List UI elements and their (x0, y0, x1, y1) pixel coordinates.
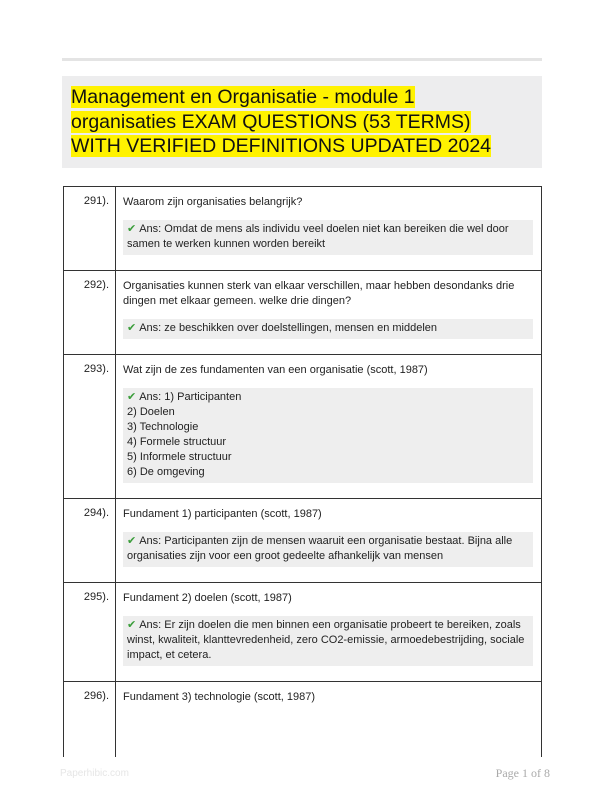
question-number: 295). (64, 583, 116, 682)
question-text: Fundament 3) technologie (scott, 1987) (123, 691, 316, 703)
answer-box (123, 319, 533, 339)
qa-table (63, 186, 542, 757)
answer-prefix: Ans: (139, 223, 162, 235)
answer-box (123, 532, 533, 567)
qa-row (64, 187, 542, 271)
question-number: 293). (64, 355, 116, 499)
footer-watermark: Paperhibic.com (60, 768, 129, 779)
qa-row (64, 583, 542, 682)
question-text: Fundament 2) doelen (scott, 1987) (123, 592, 292, 604)
qa-row (64, 271, 542, 355)
qa-row (64, 499, 542, 583)
answer-box (123, 616, 533, 666)
answer-prefix: Ans: (139, 322, 162, 334)
question-text: Waarom zijn organisaties belangrijk? (123, 196, 303, 208)
question-text: Fundament 1) participanten (scott, 1987) (123, 508, 322, 520)
qa-content (116, 355, 542, 499)
answer-box (123, 220, 533, 255)
question-number: 292). (64, 271, 116, 355)
check-icon: ✔ (127, 619, 137, 631)
question-text: Wat zijn de zes fundamenten van een organisatie (scott, 1987) (123, 364, 428, 376)
answer-prefix: Ans: (139, 391, 162, 403)
check-icon: ✔ (127, 223, 137, 235)
title-line-1: Management en Organisatie - module 1 (71, 86, 415, 108)
qa-content (116, 187, 542, 271)
answer-text: ze beschikken over doelstellingen, mensen en middelen (164, 322, 438, 334)
answer-prefix: Ans: (139, 535, 162, 547)
question-text: Organisaties kunnen sterk van elkaar verschillen, maar hebben desondanks drie dingen met elkaar gemeen. welke drie dingen? (123, 280, 515, 307)
check-icon: ✔ (127, 322, 137, 334)
question-number: 294). (64, 499, 116, 583)
answer-prefix: Ans: (139, 619, 162, 631)
answer-text: 1) Participanten 2) Doelen 3) Technologie 4) Formele structuur 5) Informele structuur 6) De omgeving (127, 391, 242, 478)
top-divider (62, 58, 542, 61)
document-title-box (62, 76, 542, 168)
check-icon: ✔ (127, 391, 137, 403)
qa-row (64, 682, 542, 757)
question-number: 296). (64, 682, 116, 757)
answer-text: Participanten zijn de mensen waaruit een organisatie bestaat. Bijna alle organisaties zijn voor een groot gedeelte afhankelijk van mensen (127, 535, 513, 562)
qa-content (116, 583, 542, 682)
answer-box (123, 388, 533, 483)
title-line-2: organisaties EXAM QUESTIONS (53 TERMS) (71, 110, 471, 133)
question-number: 291). (64, 187, 116, 271)
answer-text: Er zijn doelen die men binnen een organisatie probeert te bereiken, zoals winst, kwaliteit, klanttevredenheid, zero CO2-emissie, armoedebestrijding, sociale impact, et cetera. (127, 619, 525, 661)
qa-content (116, 271, 542, 355)
qa-row (64, 355, 542, 499)
answer-text: Omdat de mens als individu veel doelen niet kan bereiken die wel door samen te werken kunnen worden bereikt (127, 223, 509, 250)
title-line-3: WITH VERIFIED DEFINITIONS UPDATED 2024 (71, 135, 492, 157)
qa-content (116, 682, 542, 757)
qa-content (116, 499, 542, 583)
page-number: Page 1 of 8 (495, 766, 550, 780)
check-icon: ✔ (127, 535, 137, 547)
